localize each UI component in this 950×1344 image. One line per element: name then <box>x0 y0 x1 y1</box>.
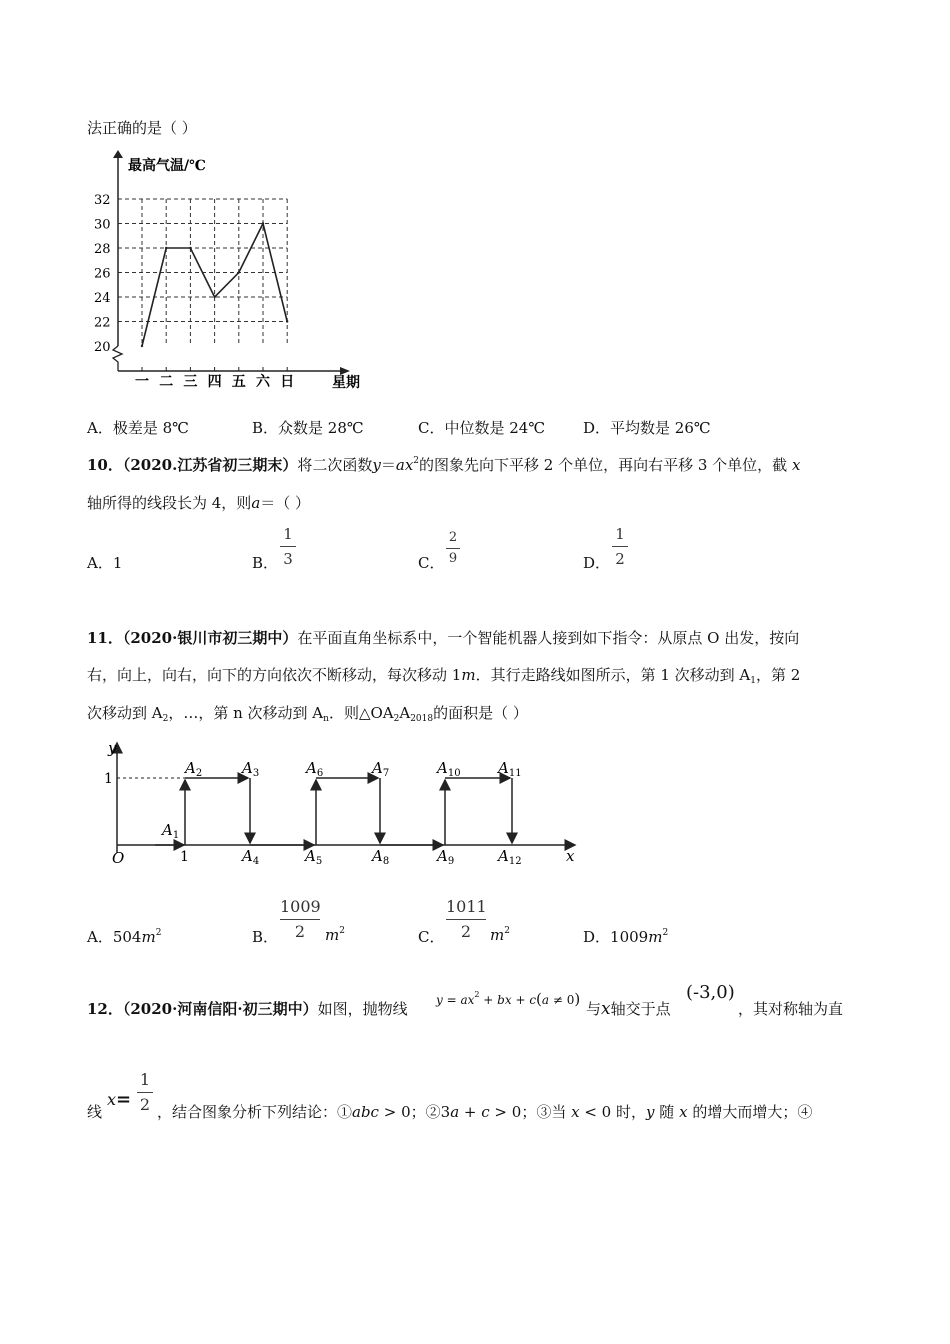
q11-text1: 在平面直角坐标系中，一个智能机器人接到如下指令：从原点 O 出发，按向 <box>297 629 800 647</box>
x-tick-label: 三 <box>183 374 198 390</box>
point-label-a8: $A_8$ <box>372 847 390 867</box>
point-label-a5: $A_5$ <box>305 847 323 867</box>
x-tick-label: 二 <box>159 374 174 390</box>
q10-text1: 将二次函数 <box>297 456 373 474</box>
q11-line1 <box>87 627 799 648</box>
y-tick-label: 26 <box>94 266 111 282</box>
q10-line2: 轴所得的线段长为 4，则a＝（ ） <box>87 494 311 512</box>
robot-path-diagram <box>100 735 590 875</box>
q10-line1: 10．（2020.江苏省初三期末）将二次函数$y=ax^2$的图象先向下平移 2 个单位，再向右平移 3 个单位，截 x <box>87 456 801 474</box>
q12-axis-eq: x= <box>107 1089 132 1110</box>
point-label-a7: $A_7$ <box>372 759 390 779</box>
y-tick-label: 32 <box>94 193 111 208</box>
point-label-a1: $A_1$ <box>162 821 180 841</box>
q10-option-a: A．1 <box>87 554 123 572</box>
q11-line3: 次移动到 $A_2$，…，第 n 次移动到 $A_n$．则$\triangle OA_2A_{2018}$的面积是（ ） <box>87 704 528 724</box>
q11-line2: 右，向上，向右，向下的方向依次不断移动，每次移动 1m．其行走路线如图所示，第 1 次移动到 $A_1$，第 2 <box>87 666 801 686</box>
x-tick-label: 四 <box>207 374 222 390</box>
y-tick-label: 30 <box>94 217 111 233</box>
q11-unit-c: $m^2$ <box>490 926 510 944</box>
q9-option-b: B．众数是 28℃ <box>252 419 364 437</box>
chart-axes <box>113 150 350 375</box>
q10-text2: 的图象先向下平移 2 个单位，再向右平移 3 个单位，截 <box>419 456 788 474</box>
data-point <box>238 271 240 273</box>
point-label-a4: $A_4$ <box>242 847 260 867</box>
q12-line2b: ，结合图象分析下列结论：①abc > 0；②3a + c > 0；③当 x < 0 时，y 随 x 的增大而增大；④ <box>157 1103 813 1121</box>
point-label-a10: $A_{10}$ <box>437 759 461 779</box>
q10-option-d: D． <box>583 554 611 572</box>
data-point <box>213 296 215 298</box>
origin-label: O <box>112 849 125 867</box>
chart-y-label: 最高气温/℃ <box>128 158 206 174</box>
q12-point: (‑3,0) <box>686 982 735 1003</box>
x-tick-label: 五 <box>231 374 246 390</box>
x-tick-label: 六 <box>256 374 270 390</box>
x-axis-arrow <box>340 367 350 375</box>
q10-source: （2020.江苏省初三期末） <box>122 456 298 474</box>
q10-fraction-c: 2 9 <box>446 530 460 567</box>
q10-option-c: C． <box>418 554 445 572</box>
q9-option-c: C．中位数是 24℃ <box>418 419 546 437</box>
x-axis-label: x <box>566 847 575 865</box>
q12-source: （2020·河南信阳·初三期中） <box>122 1000 318 1018</box>
q9-option-a: A．极差是 8℃ <box>87 419 189 437</box>
q9-option-d: D．平均数是 26℃ <box>583 419 711 437</box>
q12-line1b: 与x轴交于点 <box>586 999 671 1019</box>
chart-ticks <box>94 193 294 390</box>
point-label-a12: $A_{12}$ <box>498 847 522 867</box>
y-axis-arrow <box>113 150 123 158</box>
x-one-label: 1 <box>180 849 189 865</box>
y-tick-label: 28 <box>94 242 111 257</box>
q12-parabola-formula: $y = ax^2$ + bx + c(a ≠ 0) <box>436 990 581 1008</box>
y-tick-label: 22 <box>94 315 111 331</box>
q12-line1c: ，其对称轴为直 <box>738 1000 844 1018</box>
q11-option-d: D．$1009m^2$ <box>583 928 669 946</box>
q10-option-b: B． <box>252 554 279 572</box>
point-label-a2: $A_2$ <box>185 759 203 779</box>
point-label-a11: $A_{11}$ <box>498 759 522 779</box>
data-point <box>165 247 167 249</box>
intro-text: 法正确的是（ ） <box>87 119 197 137</box>
q12-number: 12． <box>87 1000 123 1018</box>
q11-unit-b: $m^2$ <box>325 926 345 944</box>
q12-line2a: 线 <box>87 1103 103 1121</box>
q12-line1: 12．（2020·河南信阳·初三期中）如图，抛物线 <box>87 1000 408 1018</box>
q11-option-a: A．$504m^2$ <box>87 928 162 946</box>
point-label-a3: $A_3$ <box>242 759 260 779</box>
y-one-label: 1 <box>104 771 113 787</box>
x-tick-label: 日 <box>280 374 295 390</box>
data-point <box>141 345 143 347</box>
data-point <box>286 320 288 322</box>
q11-fraction-c: 1011 2 <box>446 897 487 941</box>
q11-option-c: C． <box>418 928 445 946</box>
data-point <box>189 247 191 249</box>
temperature-line-chart <box>88 150 378 400</box>
axis-break <box>113 346 122 371</box>
y-axis-label: y <box>108 739 117 757</box>
q11-fraction-b: 1009 2 <box>280 897 321 941</box>
q12-fraction: 1 2 <box>137 1070 153 1115</box>
q10-number: 10． <box>87 456 123 474</box>
point-labels <box>160 759 522 867</box>
q10-text3: 轴所得的线段长为 4，则 <box>87 494 252 512</box>
y-tick-label: 20 <box>94 340 111 355</box>
q11-source: （2020·银川市初三期中） <box>122 629 298 647</box>
q10-text4: ＝（ ） <box>260 494 311 512</box>
chart-x-label: 星期 <box>332 375 360 391</box>
x-tick-label: 一 <box>135 374 149 390</box>
q10-fraction-b: 1 3 <box>280 524 296 569</box>
q10-fraction-d: 1 2 <box>612 524 628 569</box>
q11-number: 11． <box>87 629 123 647</box>
y-tick-label: 24 <box>94 291 111 306</box>
q11-option-b: B． <box>252 928 279 946</box>
point-label-a9: $A_9$ <box>437 847 455 867</box>
data-point <box>262 222 264 224</box>
point-label-a6: $A_6$ <box>306 759 324 779</box>
